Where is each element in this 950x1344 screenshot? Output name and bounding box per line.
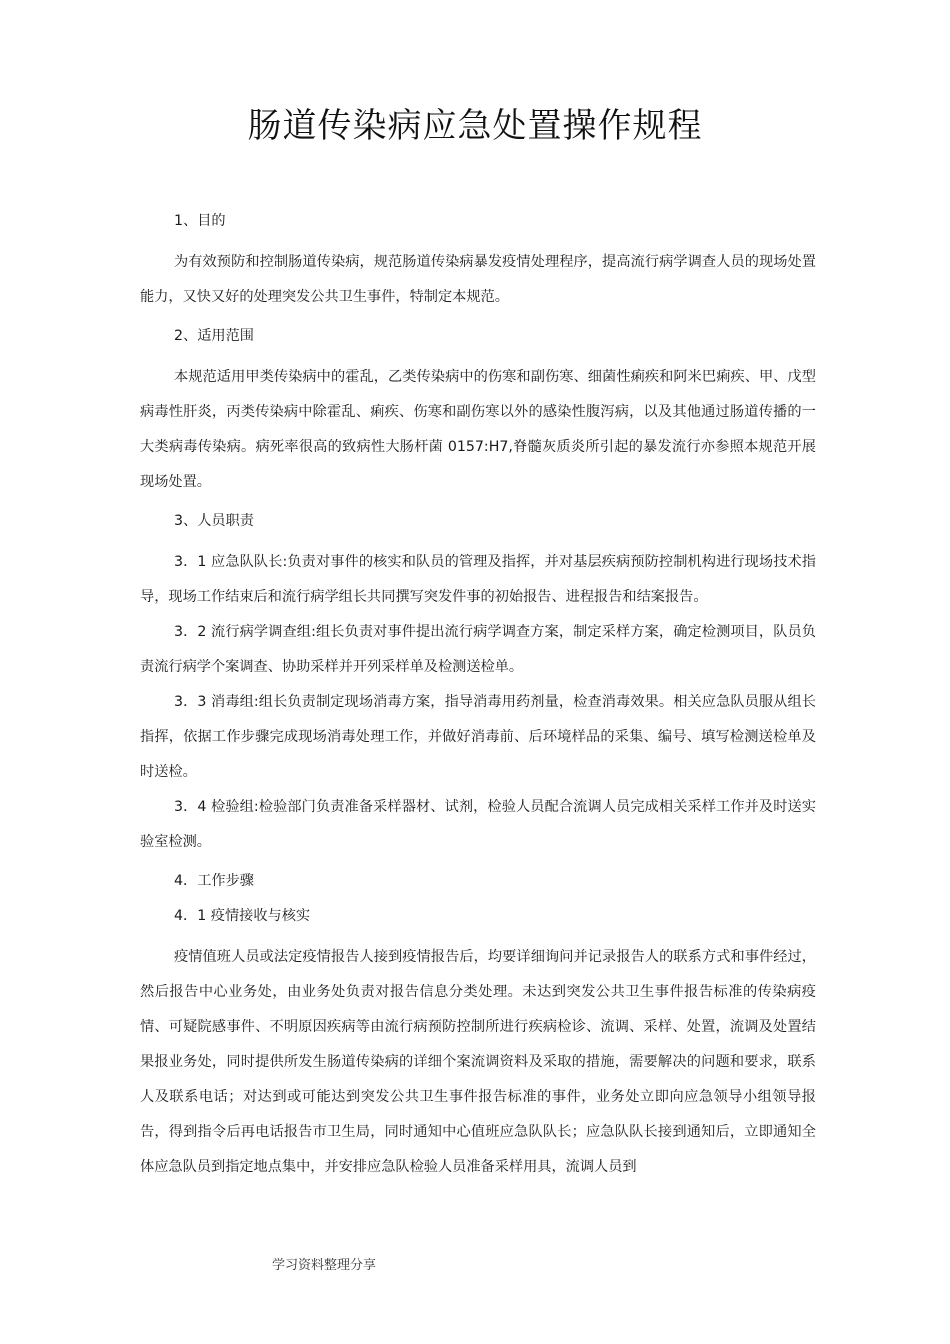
document-body bbox=[140, 204, 816, 1185]
subsection-heading-receipt: 4．1 疫情接收与核实 bbox=[174, 908, 311, 924]
duty-team-leader: 3．1 应急队队长:负责对事件的核实和队员的管理及指挥，并对基层疾病预防控制机构进行现场技术指导，现场工作结束后和流行病学组长共同撰写突发件事的初始报告、进程报告和结案报告。 bbox=[140, 554, 816, 605]
subsection-body-receipt: 疫情值班人员或法定疫情报告人接到疫情报告后，均要详细询问并记录报告人的联系方式和事件经过，然后报告中心业务处，由业务处负责对报告信息分类处理。未达到突发公共卫生事件报告标准的传染病疫情、可疑院感事件、不明原因疾病等由流行病预防控制所进行疾病检诊、流调、采样、处置，流调及处置结果报业务处，同时提供所发生肠道传染病的详细个案流调资料及采取的措施，需要解决的问题和要求，联系人及联系电话；对达到或可能达到突发公共卫生事件报告标准的事件，业务处立即向应急领导小组领导报告，得到指令后再电话报告市卫生局，同时通知中心值班应急队队长；应急队队长接到通知后，立即通知全体应急队员到指定地点集中，并安排应急队检验人员准备采样用具，流调人员到 bbox=[140, 949, 816, 1175]
duty-epidemiology-group: 3．2 流行病学调查组:组长负责对事件提出流行病学调查方案，制定采样方案，确定检测项目，队员负责流行病学个案调查、协助采样并开列采样单及检测送检单。 bbox=[140, 624, 816, 675]
section-heading-steps: 4．工作步骤 bbox=[174, 873, 254, 889]
duty-inspection-group: 3．4 检验组:检验部门负责准备采样器材、试剂，检验人员配合流调人员完成相关采样工作并及时送实验室检测。 bbox=[140, 799, 816, 850]
section-heading-scope: 2、适用范围 bbox=[174, 328, 254, 344]
page-footer: 学习资料整理分享 bbox=[272, 1258, 377, 1273]
section-body-scope: 本规范适用甲类传染病中的霍乱，乙类传染病中的伤寒和副伤寒、细菌性痢疾和阿米巴痢疾、甲、戊型病毒性肝炎，丙类传染病中除霍乱、痢疾、伤寒和副伤寒以外的感染性腹泻病，以及其他通过肠道传播的一大类病毒传染病。病死率很高的致病性大肠杆菌 0157:H7,脊髓灰质炎所引起的暴发流行亦参照本规范开展现场处置。 bbox=[140, 369, 816, 490]
document-title: 肠道传染病应急处置操作规程 bbox=[247, 106, 703, 146]
section-body-purpose: 为有效预防和控制肠道传染病，规范肠道传染病暴发疫情处理程序，提高流行病学调查人员的现场处置能力，又快又好的处理突发公共卫生事件，特制定本规范。 bbox=[140, 254, 816, 305]
section-heading-duties: 3、人员职责 bbox=[174, 513, 254, 529]
duty-disinfection-group: 3．3 消毒组:组长负责制定现场消毒方案，指导消毒用药剂量，检查消毒效果。相关应急队员服从组长指挥，依据工作步骤完成现场消毒处理工作，并做好消毒前、后环境样品的采集、编号、填写检测送检单及时送检。 bbox=[140, 694, 816, 780]
section-heading-purpose: 1、目的 bbox=[174, 213, 226, 229]
